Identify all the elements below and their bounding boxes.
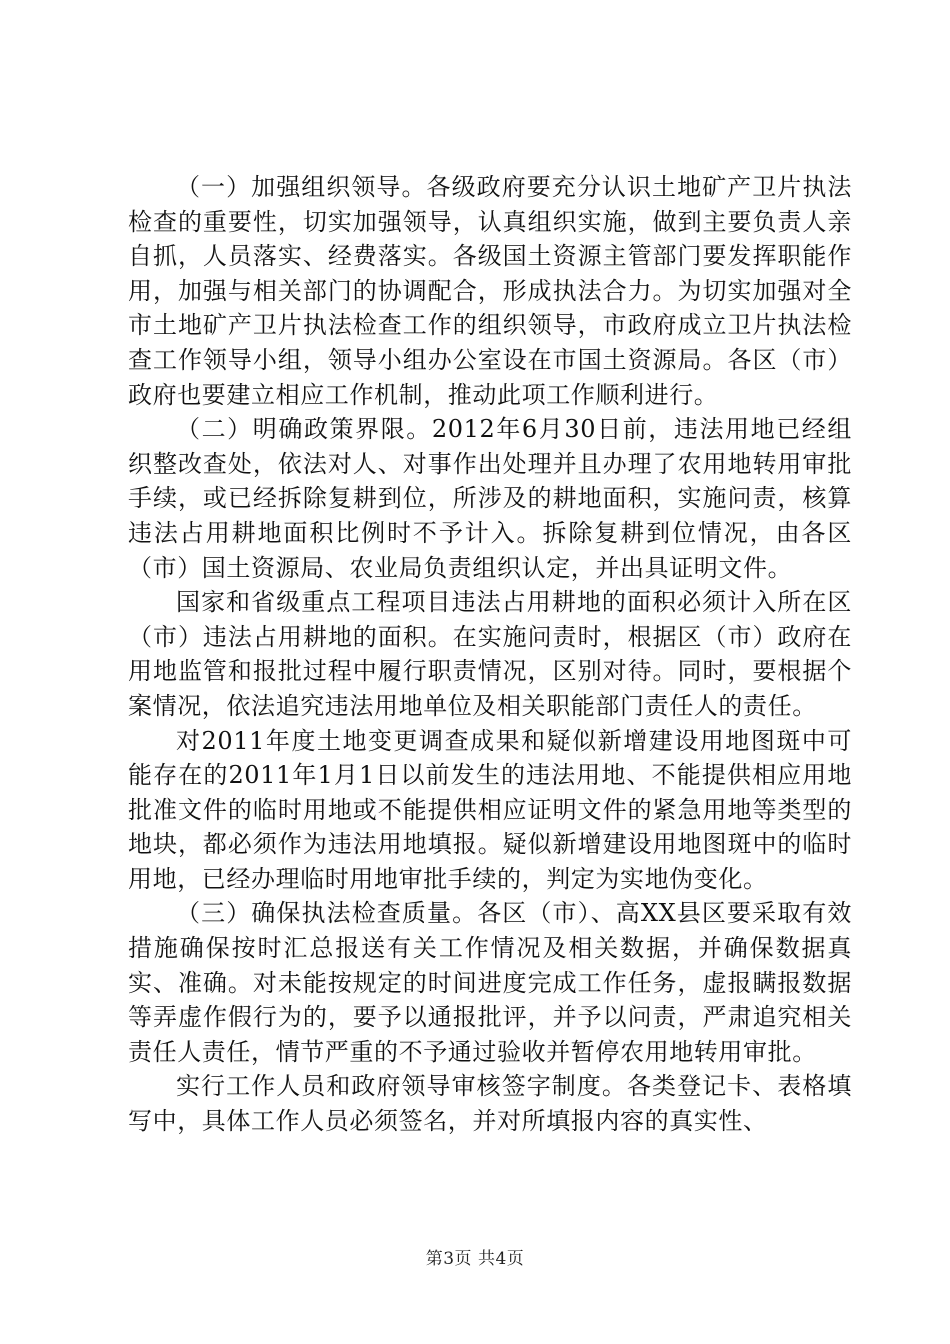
- paragraph-key-projects: 国家和省级重点工程项目违法占用耕地的面积必须计入所在区（市）违法占用耕地的面积。在实施问责时，根据区（市）政府在用地监管和报批过程中履行职责情况，区别对待。同时，要根据个案情况，依法追究违法用地单位及相关职能部门责任人的责任。: [128, 588, 852, 720]
- paragraph-organization-leadership: （一）加强组织领导。各级政府要充分认识土地矿产卫片执法检查的重要性，切实加强领导，认真组织实施，做到主要负责人亲自抓，人员落实、经费落实。各级国土资源主管部门要发挥职能作用，加强与相关部门的协调配合，形成执法合力。为切实加强对全市土地矿产卫片执法检查工作的组织领导，市政府成立卫片执法检查工作领导小组，领导小组办公室设在市国土资源局。各区（市）政府也要建立相应工作机制，推动此项工作顺利进行。: [128, 173, 852, 409]
- document-body: [128, 170, 852, 1139]
- paragraph-2011-survey: 对2011年度土地变更调查成果和疑似新增建设用地图斑中可能存在的2011年1月1日以前发生的违法用地、不能提供相应用地批准文件的临时用地或不能提供相应证明文件的紧急用地等类型的地块，都必须作为违法用地填报。疑似新增建设用地图斑中的临时用地，已经办理临时用地审批手续的，判定为实地伪变化。: [128, 726, 852, 893]
- paragraph-signature-system: 实行工作人员和政府领导审核签字制度。各类登记卡、表格填写中，具体工作人员必须签名，并对所填报内容的真实性、: [128, 1072, 852, 1136]
- page-number-footer: 第3页 共4页: [425, 1249, 525, 1269]
- paragraph-inspection-quality: （三）确保执法检查质量。各区（市）、高XX县区要采取有效措施确保按时汇总报送有关工作情况及相关数据，并确保数据真实、准确。对未能按规定的时间进度完成工作任务，虚报瞒报数据等弄虚作假行为的，要予以通报批评，并予以问责，严肃追究相关责任人责任，情节严重的不予通过验收并暂停农用地转用审批。: [128, 899, 852, 1066]
- paragraph-policy-boundaries: （二）明确政策界限。2012年6月30日前，违法用地已经组织整改查处，依法对人、对事作出处理并且办理了农用地转用审批手续，或已经拆除复耕到位，所涉及的耕地面积，实施问责，核算违法占用耕地面积比例时不予计入。拆除复耕到位情况，由各区（市）国土资源局、农业局负责组织认定，并出具证明文件。: [128, 415, 852, 582]
